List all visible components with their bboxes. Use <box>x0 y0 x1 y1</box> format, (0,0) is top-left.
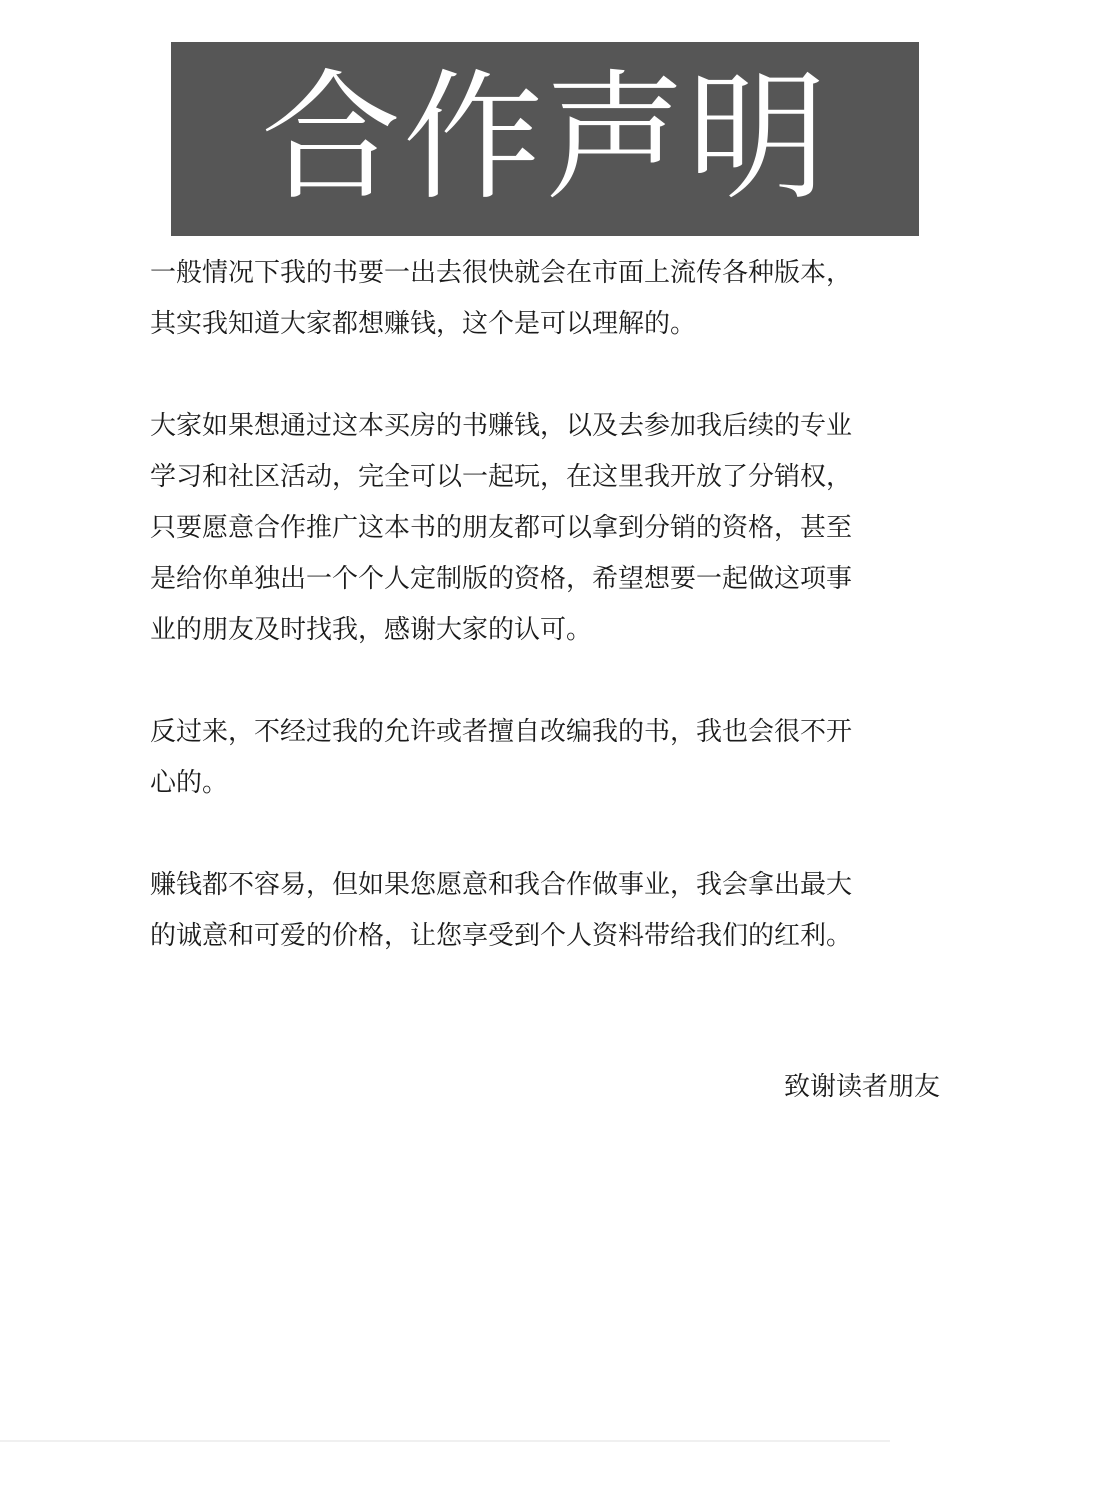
paragraph-line: 赚钱都不容易，但如果您愿意和我合作做事业，我会拿出最大 <box>150 870 853 900</box>
paragraph-line: 心的。 <box>150 768 229 798</box>
signature: 致谢读者朋友 <box>783 1072 940 1102</box>
paragraph-3 <box>150 707 930 809</box>
paragraph-2 <box>150 401 930 656</box>
paragraph-line: 是给你单独出一个个人定制版的资格，希望想要一起做这项事 <box>150 564 853 594</box>
paragraph-line: 大家如果想通过这本买房的书赚钱，以及去参加我后续的专业 <box>150 411 853 441</box>
paragraph-line: 学习和社区活动，完全可以一起玩，在这里我开放了分销权， <box>150 462 853 492</box>
paragraph-4 <box>150 860 930 962</box>
title-banner <box>171 42 919 236</box>
page-title: 合作声明 <box>260 57 829 220</box>
paragraph-line: 一般情况下我的书要一出去很快就会在市面上流传各种版本， <box>150 258 853 288</box>
paragraph-line: 业的朋友及时找我，感谢大家的认可。 <box>150 615 593 645</box>
paragraph-line: 的诚意和可爱的价格，让您享受到个人资料带给我们的红利。 <box>150 921 853 951</box>
statement-body <box>150 248 930 1013</box>
page-bottom-edge <box>0 1440 890 1442</box>
paragraph-1 <box>150 248 930 350</box>
paragraph-line: 其实我知道大家都想赚钱，这个是可以理解的。 <box>150 309 697 339</box>
paragraph-line: 只要愿意合作推广这本书的朋友都可以拿到分销的资格，甚至 <box>150 513 853 543</box>
paragraph-line: 反过来，不经过我的允许或者擅自改编我的书，我也会很不开 <box>150 717 853 747</box>
